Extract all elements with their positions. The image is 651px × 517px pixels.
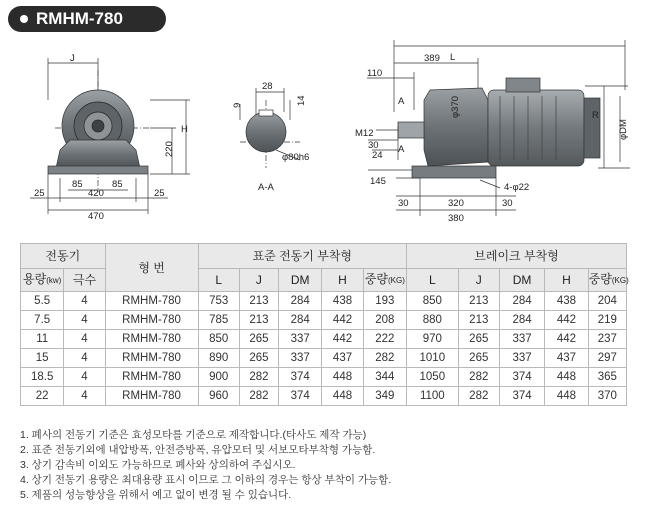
dim-320: 320 [448,198,464,209]
table-row: 11 4 RMHM-780 850 265 337 442 222 970 265 337 442 237 [21,330,627,349]
header-brk-l: L [407,269,459,292]
dim-420: 420 [88,188,104,199]
dim-145: 145 [370,176,386,187]
dim-m12: M12 [355,128,374,139]
section-mark-a-top: A [398,96,405,107]
table-row: 5.5 4 RMHM-780 753 213 284 438 193 850 213 284 438 204 [21,292,627,311]
header-motor: 전동기 [21,244,106,269]
header-model: 형 번 [105,244,198,292]
dim-30-left: 30 [398,198,409,209]
header-std-weight: 중량(KG) [363,269,406,292]
dim-110: 110 [367,68,383,79]
dim-j: J [70,53,75,64]
side-view [367,40,630,216]
dim-85-right: 85 [112,179,123,190]
dim-25-left: 25 [34,188,45,199]
note-item: 1. 폐사의 전동기 기준은 효성모타를 기준으로 제작합니다.(타사도 제작 가능) [20,429,367,441]
table-header-row [21,244,627,269]
note-item: 2. 표준 전동기외에 내압방폭, 안전증방폭, 유압모터 및 서보모타부착형 가능함. [20,444,376,456]
dim-220: 220 [164,141,175,157]
table-body [21,292,627,406]
dim-24: 24 [372,150,383,161]
dim-30-right: 30 [502,198,513,209]
dim-389: 389 [424,53,440,64]
dim-9: 9 [232,102,243,108]
dim-phi370: φ370 [450,95,461,118]
dim-phi-dm: φDM [618,119,629,140]
note-item: 4. 상기 전동기 용량은 최대용량 표시 이므로 그 이하의 경우는 항상 부착이 가능함. [20,474,392,486]
technical-drawing [0,30,651,230]
header-std-dm: DM [279,269,322,292]
table-row: 15 4 RMHM-780 890 265 337 437 282 1010 265 337 437 297 [21,349,627,368]
dim-25-right: 25 [154,188,165,199]
bullet-dot-icon [20,15,28,23]
header-brk-dm: DM [499,269,544,292]
front-view [30,58,190,214]
header-std-l: L [198,269,239,292]
header-standard-motor: 표준 전동기 부착형 [198,244,406,269]
dim-14: 14 [296,95,307,106]
header-brk-h: H [545,269,588,292]
dim-r: R [592,110,599,121]
section-mark-a-bottom: A [398,144,405,155]
title-badge [8,6,166,32]
dim-l: L [450,52,456,63]
header-std-h: H [322,269,363,292]
header-brake-motor: 브레이크 부착형 [407,244,627,269]
table-row: 18.5 4 RMHM-780 900 282 374 448 344 1050 282 374 448 365 [21,368,627,387]
dim-380: 380 [448,213,464,224]
dim-85-left: 85 [72,179,83,190]
header-brk-weight: 중량(KG) [588,269,626,292]
dim-phi80h6: φ80h6 [282,152,310,163]
dim-h: H [181,124,188,135]
dim-28: 28 [262,81,273,92]
header-std-j: J [239,269,278,292]
page-title: RMHM-780 [36,9,123,28]
dim-30-shaft: 30 [368,140,379,151]
note-item: 5. 제품의 성능향상을 위해서 예고 없이 변경 될 수 있습니다. [20,489,292,501]
table-row: 22 4 RMHM-780 960 282 374 448 349 1100 282 374 448 370 [21,387,627,406]
notes-list [20,428,640,503]
dim-4-phi22: 4-φ22 [504,182,530,193]
dim-470: 470 [88,211,104,222]
spec-table [20,243,627,406]
section-label: A-A [258,182,274,193]
header-brk-j: J [458,269,499,292]
header-poles: 극수 [64,269,105,292]
header-capacity: 용량(kw) [21,269,64,292]
table-row: 7.5 4 RMHM-780 785 213 284 442 208 880 213 284 442 219 [21,311,627,330]
note-item: 3. 상기 감속비 이외도 가능하므로 폐사와 상의하여 주십시오. [20,459,296,471]
